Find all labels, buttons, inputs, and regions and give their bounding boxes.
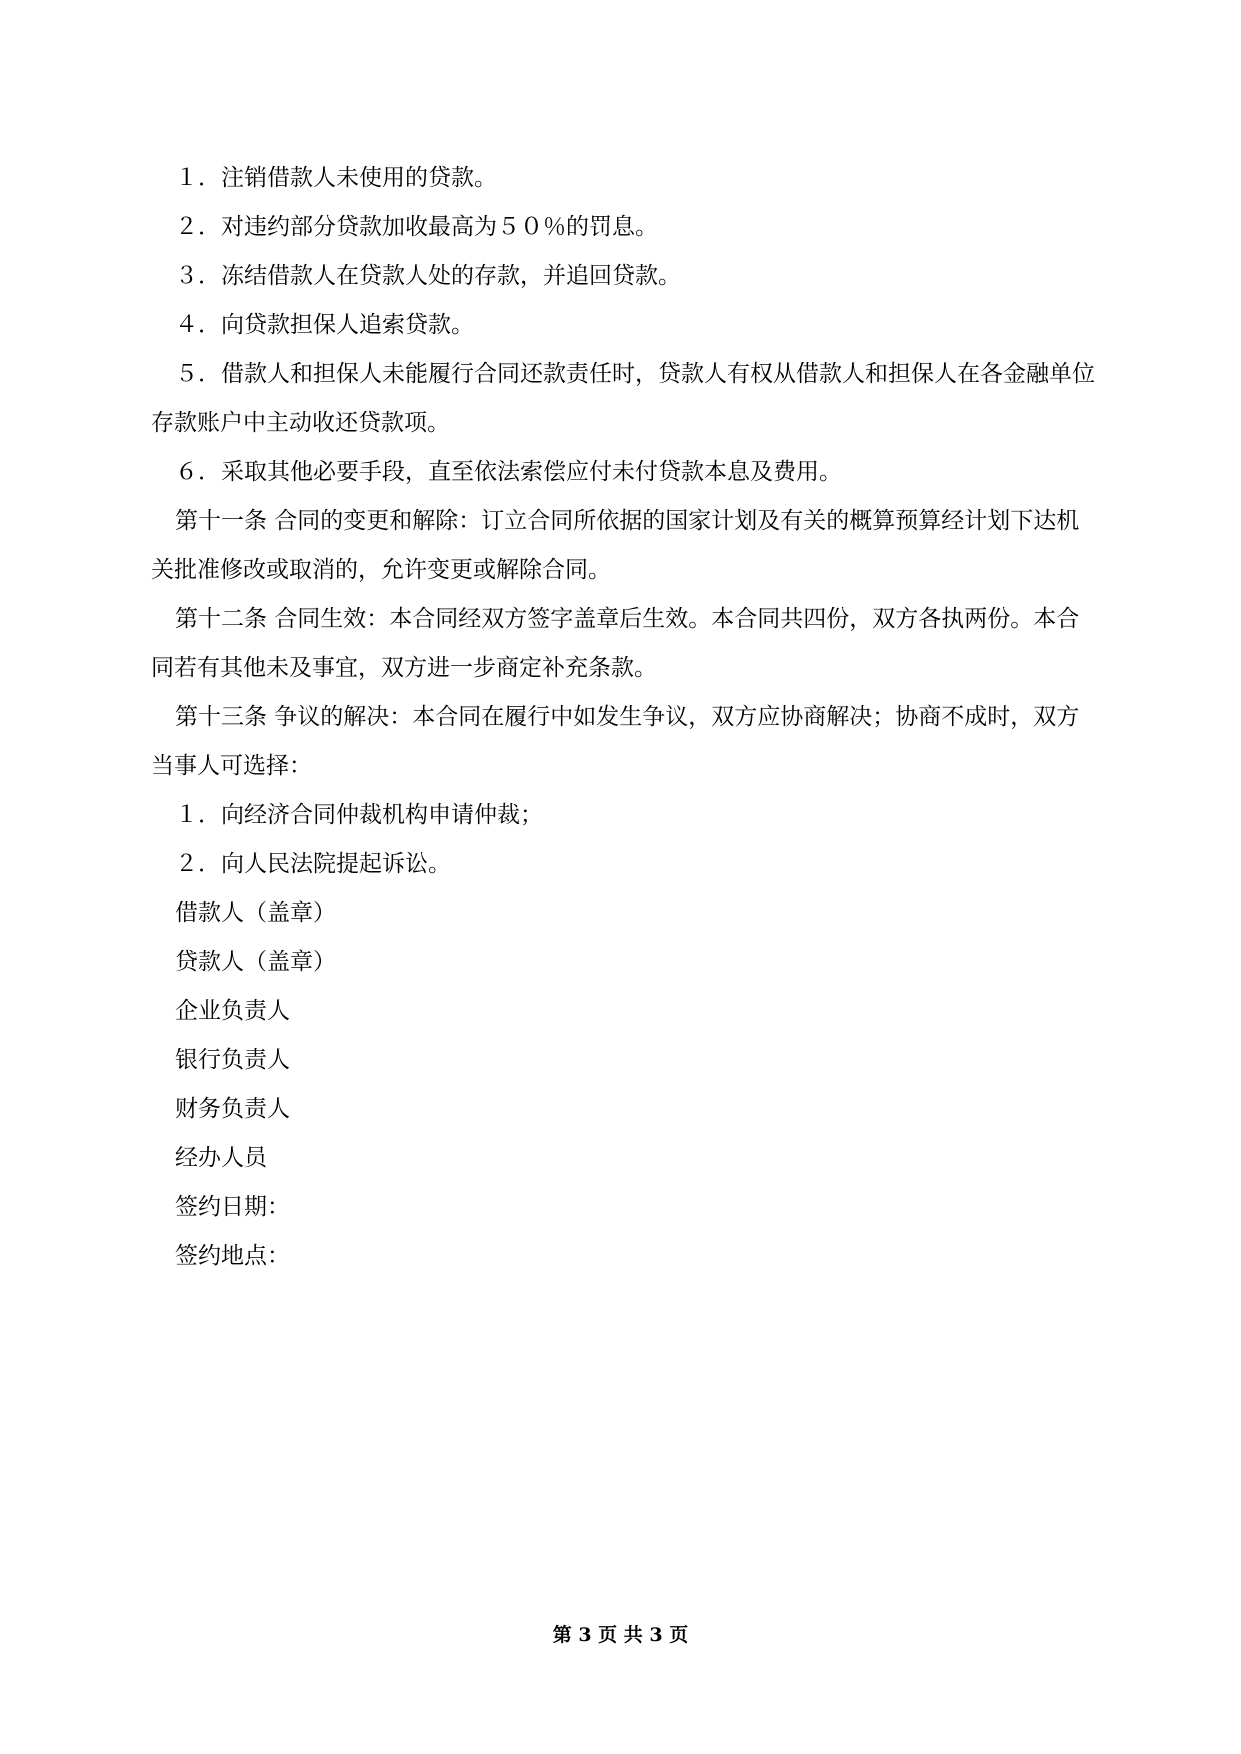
clause-item-1: １．注销借款人未使用的贷款。 xyxy=(175,165,497,191)
dispute-option-1: １．向经济合同仲裁机构申请仲裁； xyxy=(175,802,543,828)
article-11: 第十一条 合同的变更和解除：订立合同所依据的国家计划及有关的概算预算经计划下达机关批准修改或取消的，允许变更或解除合同。 xyxy=(151,508,1080,583)
signature-lender: 贷款人（盖章） xyxy=(175,949,336,975)
clause-item-6: ６．采取其他必要手段，直至依法索偿应付未付贷款本息及费用。 xyxy=(175,459,842,485)
clause-item-3: ３．冻结借款人在贷款人处的存款，并追回贷款。 xyxy=(175,263,681,289)
signature-bank-head: 银行负责人 xyxy=(175,1047,290,1073)
article-13: 第十三条 争议的解决：本合同在履行中如发生争议，双方应协商解决；协商不成时，双方当事人可选择： xyxy=(151,704,1080,779)
signing-place: 签约地点： xyxy=(175,1243,290,1269)
document-body xyxy=(151,154,1101,1281)
clause-item-4: ４．向贷款担保人追索贷款。 xyxy=(175,312,474,338)
signature-borrower: 借款人（盖章） xyxy=(175,900,336,926)
signature-enterprise-head: 企业负责人 xyxy=(175,998,290,1024)
page-number-footer: 第 3 页 共 3 页 xyxy=(552,1624,689,1646)
signature-handler: 经办人员 xyxy=(175,1145,267,1171)
clause-item-5: ５．借款人和担保人未能履行合同还款责任时，贷款人有权从借款人和担保人在各金融单位存款账户中主动收还贷款项。 xyxy=(151,361,1095,436)
signing-date: 签约日期： xyxy=(175,1194,290,1220)
signature-finance-head: 财务负责人 xyxy=(175,1096,290,1122)
article-12: 第十二条 合同生效：本合同经双方签字盖章后生效。本合同共四份，双方各执两份。本合同若有其他未及事宜，双方进一步商定补充条款。 xyxy=(151,606,1080,681)
dispute-option-2: ２．向人民法院提起诉讼。 xyxy=(175,851,451,877)
clause-item-2: ２．对违约部分贷款加收最高为５０％的罚息。 xyxy=(175,214,658,240)
